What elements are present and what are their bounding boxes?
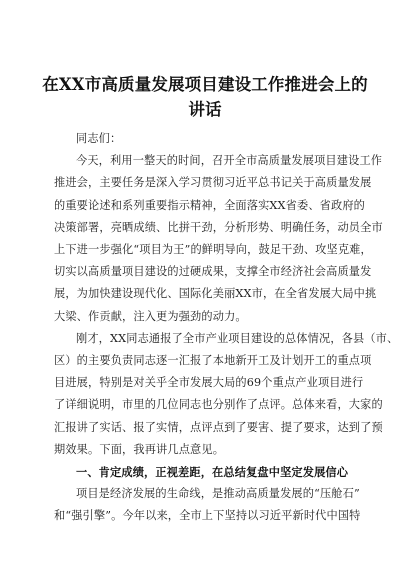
paragraph-line: 决策部署，亮晒成绩、比拼干劲，分析形势、明确任务，动员全市 (54, 220, 383, 234)
title-line-1: 在XX市高质量发展项目建设工作推进会上的 (42, 75, 368, 94)
document-title (40, 72, 370, 122)
section-heading-1 (54, 461, 360, 483)
document-body (54, 128, 399, 528)
paragraph-review (54, 328, 399, 461)
paragraph-line: 目进展，特别是对关乎全市发展大局的69个重点产业项目进行 (54, 376, 364, 390)
title-line-2: 讲话 (188, 100, 222, 119)
paragraph-line: 上下进一步强化“项目为王”的鲜明导向，鼓足干劲、攻坚克难， (54, 243, 372, 257)
paragraph-line: 的重要论述和系列重要指示精神，全面落实XX省委、省政府的 (54, 198, 366, 212)
section-heading-text: 一、肯定成绩，正视差距，在总结复盘中坚定发展信心 (76, 465, 349, 480)
paragraph-opening (54, 150, 383, 328)
paragraph-section-1 (54, 483, 360, 527)
paragraph-line: 大梁、作贡献，注入更为强劲的动力。 (54, 309, 247, 323)
paragraph-line: 汇报讲了实话、报了实情，点评点到了要害、提了要求，达到了预 (54, 420, 383, 434)
salutation (54, 128, 360, 150)
paragraph-line: 了详细说明，市里的几位同志也分别作了点评。总体来看，大家的 (54, 398, 383, 412)
paragraph-line: 刚才，XX同志通报了全市产业项目建设的总体情况，各县（市、 (76, 331, 399, 345)
salutation-text: 同志们： (76, 132, 122, 145)
paragraph-line: 今天，利用一整天的时间，召开全市高质量发展项目建设工作 (76, 154, 383, 168)
paragraph-line: 推进会，主要任务是深入学习贯彻习近平总书记关于高质量发展 (54, 176, 372, 190)
paragraph-line: 区）的主要负责同志逐一汇报了本地新开工及计划开工的重点项 (54, 354, 372, 368)
paragraph-line: 展，为加快建设现代化、国际化美丽XX市，在全省发展大局中挑 (54, 287, 377, 301)
paragraph-line: 期效果。下面，我再讲几点意见。 (54, 442, 225, 456)
paragraph-line: 和“强引擎”。今年以来，全市上下坚持以习近平新时代中国特 (54, 509, 361, 523)
paragraph-line: 切实以高质量项目建设的过硬成果，支撑全市经济社会高质量发 (54, 265, 372, 279)
paragraph-line: 项目是经济发展的生命线，是推动高质量发展的“压舱石” (76, 487, 360, 501)
